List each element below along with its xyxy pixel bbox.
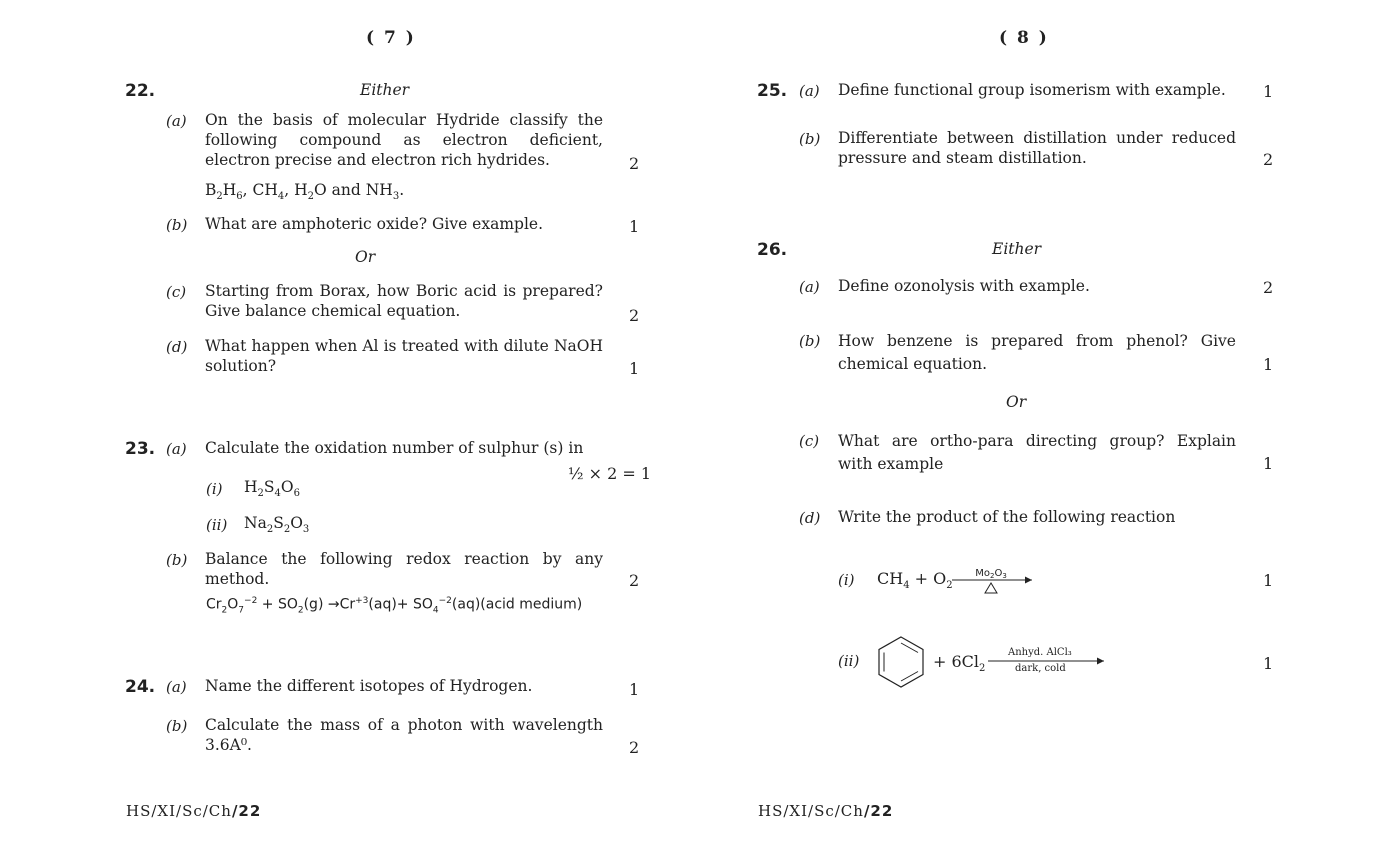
q22-b-text: What are amphoteric oxide? Give example. — [205, 215, 544, 233]
q22-c-mark: 2 — [629, 306, 640, 325]
q26-b-mark: 1 — [1263, 355, 1274, 374]
q24-a-text: Name the different isotopes of Hydrogen. — [205, 677, 533, 695]
q26-c-text: What are ortho-para directing group? Explain with example — [838, 432, 1236, 473]
q24-b-text: Calculate the mass of a photon with wavelength 3.6A⁰. — [205, 716, 603, 754]
q22-a-compounds: $B_2H_6$, $CH_4$, $H_2O$ and $NH_3$. — [205, 181, 405, 203]
q23-a-label: (a) — [166, 440, 187, 458]
q26-d-i-catalyst: $Mo_2O_3$ — [975, 568, 1007, 580]
q22-d-label: (d) — [166, 338, 188, 356]
question-number-24: 24. — [125, 677, 156, 697]
q26-d-i-mark: 1 — [1263, 571, 1274, 590]
q23-ii-formula: $Na_2S_2O_3$ — [244, 514, 310, 536]
q23-a-mark: ½ × 2 = 1 — [568, 464, 652, 483]
q23-b-mark: 2 — [629, 571, 640, 590]
q25-b-text: Differentiate between distillation under reduced pressure and steam distillation. — [838, 129, 1236, 167]
q22-c-label: (c) — [166, 283, 187, 301]
q24-b-mark: 2 — [629, 738, 640, 757]
q24-a-label: (a) — [166, 678, 187, 696]
q23-i-formula: $H_2S_4O_6$ — [244, 478, 300, 500]
q26-d-ii-reagent-bottom: dark, cold — [1015, 663, 1066, 674]
q26-d-ii-label: (ii) — [838, 652, 860, 670]
page-number-left: ( 7 ) — [366, 28, 416, 48]
question-number-23: 23. — [125, 439, 156, 459]
q24-a-mark: 1 — [629, 680, 640, 699]
q22-or-heading: Or — [355, 248, 376, 266]
footer-right-code: HS/XI/Sc/Ch — [758, 802, 864, 820]
q26-d-ii-reactant: + $6Cl_2$ — [933, 652, 986, 675]
q25-b-mark: 2 — [1263, 150, 1274, 169]
q26-d-label: (d) — [799, 509, 821, 527]
q23-b-medium: (acid medium) — [480, 596, 583, 613]
q26-d-ii-mark: 1 — [1263, 654, 1274, 673]
q26-either-heading: Either — [992, 240, 1042, 258]
q26-b-text: How benzene is prepared from phenol? Give chemical equation. — [838, 332, 1236, 373]
question-number-26: 26. — [757, 240, 788, 260]
q25-b-label: (b) — [799, 130, 821, 148]
q23-i-label: (i) — [206, 480, 223, 498]
q22-b-label: (b) — [166, 216, 188, 234]
q23-ii-label: (ii) — [206, 516, 228, 534]
footer-right-year: /22 — [863, 802, 894, 820]
q23-b-text: Balance the following redox reaction by any method. — [205, 550, 603, 588]
footer-left-code: HS/XI/Sc/Ch — [126, 802, 232, 820]
q22-a-mark: 2 — [629, 154, 640, 173]
q26-d-text: Write the product of the following reaction — [838, 508, 1176, 526]
question-number-25: 25. — [757, 81, 788, 101]
benzene-ring-icon — [874, 634, 928, 692]
q26-c-mark: 1 — [1263, 454, 1274, 473]
q25-a-mark: 1 — [1263, 82, 1274, 101]
page-number-right: ( 8 ) — [999, 28, 1049, 48]
q22-either-heading: Either — [360, 81, 410, 99]
q22-c-text: Starting from Borax, how Boric acid is prepared? Give balance chemical equation. — [205, 282, 603, 320]
q26-d-i-label: (i) — [838, 571, 855, 589]
q25-a-text: Define functional group isomerism with example. — [838, 81, 1226, 99]
q24-b-label: (b) — [166, 717, 188, 735]
q23-a-text: Calculate the oxidation number of sulphur (s) in — [205, 439, 584, 457]
q26-a-mark: 2 — [1263, 278, 1274, 297]
footer-left — [126, 802, 261, 820]
q26-or-heading: Or — [1006, 393, 1027, 411]
q22-a-label: (a) — [166, 112, 187, 130]
q26-b-label: (b) — [799, 332, 821, 350]
q26-d-i-reaction: $CH_4 + O_2$ — [877, 569, 953, 592]
q26-d-ii-reagent-top: Anhyd. AlCl₃ — [1008, 647, 1072, 658]
heat-delta-icon — [985, 583, 997, 593]
q26-d-i-arrow — [950, 565, 1036, 595]
question-number-22: 22. — [125, 81, 156, 101]
q22-a-text: On the basis of molecular Hydride classify the following compound as electron deficient, electron precise and electron rich hydrides. — [205, 111, 603, 169]
q23-b-label: (b) — [166, 551, 188, 569]
footer-left-year: /22 — [231, 802, 262, 820]
footer-right — [758, 802, 893, 820]
q26-c-label: (c) — [799, 432, 820, 450]
q22-d-text: What happen when Al is treated with dilute NaOH solution? — [205, 337, 603, 375]
q26-a-text: Define ozonolysis with example. — [838, 277, 1090, 295]
q26-a-label: (a) — [799, 278, 820, 296]
q22-b-mark: 1 — [629, 217, 640, 236]
q25-a-label: (a) — [799, 82, 820, 100]
q23-b-redox-equation: $Cr_2O_7^{-2} + SO_2(g) \to Cr^{+3}(aq)+$ $SO_4^{-2}(aq)(acid$ medium) — [206, 596, 583, 616]
q22-d-mark: 1 — [629, 359, 640, 378]
